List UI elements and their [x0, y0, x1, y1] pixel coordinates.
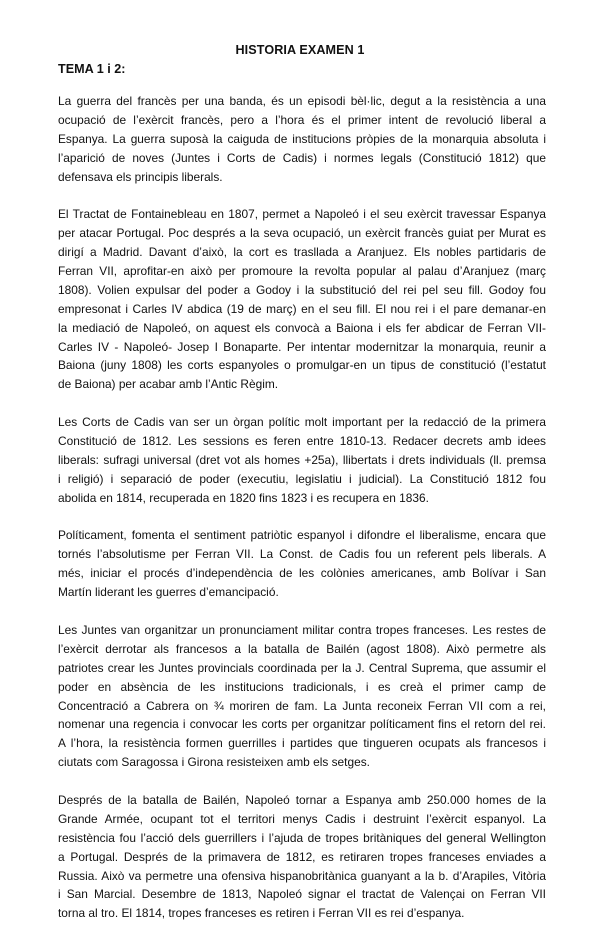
- text-line: ocupació de l’exèrcit francès, pero a l’hora és el primer intent de revolució liberal a: [58, 112, 546, 127]
- text-line: Concentració a Cabrera on ¾ moriren de fam. La Junta reconeix Ferran VII com a rei,: [58, 698, 546, 713]
- text-line: Políticament, fomenta el sentiment patriòtic espanyol i difondre el liberalisme, encara que: [58, 528, 546, 543]
- text-line: més, iniciar el procés d’independència de les colònies americanes, amb Bolívar i San: [58, 566, 546, 581]
- text-line: nomenar una regencia i convocar les corts per organitzar políticament fins el retorn del rei.: [58, 717, 546, 732]
- text-line: resistència fou l’acció dels guerrillers i l’ajuda de tropes britàniques del general Wellington: [58, 830, 546, 845]
- text-line: l’exèrcit derrotar als francesos a la batalla de Bailén (agost 1808). Això permetre als: [58, 641, 546, 656]
- text-line: la mediació de Napoleó, on aquest els convocà a Baiona i els fer abdicar de Ferran VII-: [58, 320, 546, 335]
- text-line: ciutats com Saragossa i Girona resisteixen amb els setges.: [58, 755, 370, 770]
- document-body: [58, 92, 546, 942]
- document-title: HISTORIA EXAMEN 1: [235, 43, 365, 57]
- text-line: torna al tro. El 1814, tropes franceses es retiren i Ferran VII es rei d’espanya.: [58, 906, 465, 921]
- paragraph: [58, 621, 546, 772]
- paragraph: [58, 92, 546, 186]
- text-line: Espanya. La guerra suposà la caiguda de institucions pròpies de la monarquia absoluta i: [58, 131, 546, 146]
- paragraph: [58, 413, 546, 507]
- text-line: El Tractat de Fontainebleau en 1807, permet a Napoleó i el seu exèrcit travessar Espanya: [58, 207, 546, 222]
- text-line: Baiona (juny 1808) les corts espanyoles o promulgar-en un tipus de constitució (l’estatut: [58, 358, 546, 373]
- text-line: per atacar Portugal. Poc després a la seva ocupació, un exèrcit francès guiat per Murat es: [58, 226, 546, 241]
- text-line: defensava els principis liberals.: [58, 169, 223, 184]
- paragraph: [58, 791, 546, 923]
- text-line: Russia. Això va permetre una ofensiva hispanobritànica guanyant a la b. d’Arapiles, Vitòria: [58, 868, 546, 883]
- text-line: Martín liderant les guerres d’emancipació.: [58, 585, 279, 600]
- text-line: a Portugal. Després de la primavera de 1812, es retiraren tropes franceses enviades a: [58, 849, 546, 864]
- text-line: i San Marcial. Desembre de 1813, Napoleó signar el tractat de Valençai on Ferran VII: [58, 887, 546, 902]
- text-line: de Baiona) per acabar amb l’Antic Règim.: [58, 377, 279, 392]
- text-line: Ferran VII, aprofitar-en això per promoure la revolta popular al palau d’Aranjuez (març: [58, 264, 546, 279]
- text-line: Les Corts de Cadis van ser un òrgan polític molt important per la redacció de la primera: [58, 415, 546, 430]
- section-heading: TEMA 1 i 2:: [58, 62, 126, 76]
- text-line: l’aparició de noves (Juntes i Corts de Cadis) i normes legals (Constitució 1812) que: [58, 150, 546, 165]
- text-line: abolida en 1814, recuperada en 1820 fins 1823 i es recupera en 1836.: [58, 490, 429, 505]
- text-line: Grande Armée, ocupant tot el territori menys Cadis i destruint l’exèrcit espanyol. La: [58, 811, 546, 826]
- text-line: A l’hora, la resistència formen guerrilles i partides que tingueren ocupats als francesos i: [58, 736, 546, 751]
- text-line: Constitució de 1812. Les sessions es feren entre 1810-13. Redacer decrets amb idees: [58, 434, 546, 449]
- text-line: poder en absència de les institucions tradicionals, i es creà el primer camp de: [58, 679, 546, 694]
- text-line: empresonat i Carles IV abdica (19 de març) en el seu fill. El nou rei i el pare demanar-en: [58, 301, 546, 316]
- text-line: Les Juntes van organitzar un pronunciament militar contra tropes franceses. Les restes de: [58, 622, 546, 637]
- paragraph: [58, 205, 546, 394]
- text-line: dirigí a Madrid. Davant d’això, la cort es trasllada a Aranjuez. Els nobles partidaris de: [58, 245, 546, 260]
- text-line: Carles IV - Napoleó- Josep I Bonaparte. Per intentar modernitzar la monarquia, reunir a: [58, 339, 546, 354]
- text-line: i religió) i separació de poder (executiu, legislatiu i judicial). La Constitució 1812 fou: [58, 471, 546, 486]
- text-line: La guerra del francès per una banda, és un episodi bèl·lic, degut a la resistència a una: [58, 94, 546, 108]
- text-line: 1808). Volien expulsar del poder a Godoy i la substitució del rei pel seu fill. Godoy fou: [58, 282, 546, 297]
- text-line: patriotes crear les Juntes provincials coordinada per la J. Central Suprema, que assumir el: [58, 660, 546, 675]
- text-line: liberals: sufragi universal (dret vot als homes +25a), llibertats i drets individuals (ll. premsa: [58, 452, 546, 467]
- text-line: tornés l’absolutisme per Ferran VII. La Const. de Cadis fou un referent pels liberals. A: [58, 547, 546, 562]
- paragraph: [58, 526, 546, 602]
- text-line: Després de la batalla de Bailén, Napoleó tornar a Espanya amb 250.000 homes de la: [58, 792, 546, 807]
